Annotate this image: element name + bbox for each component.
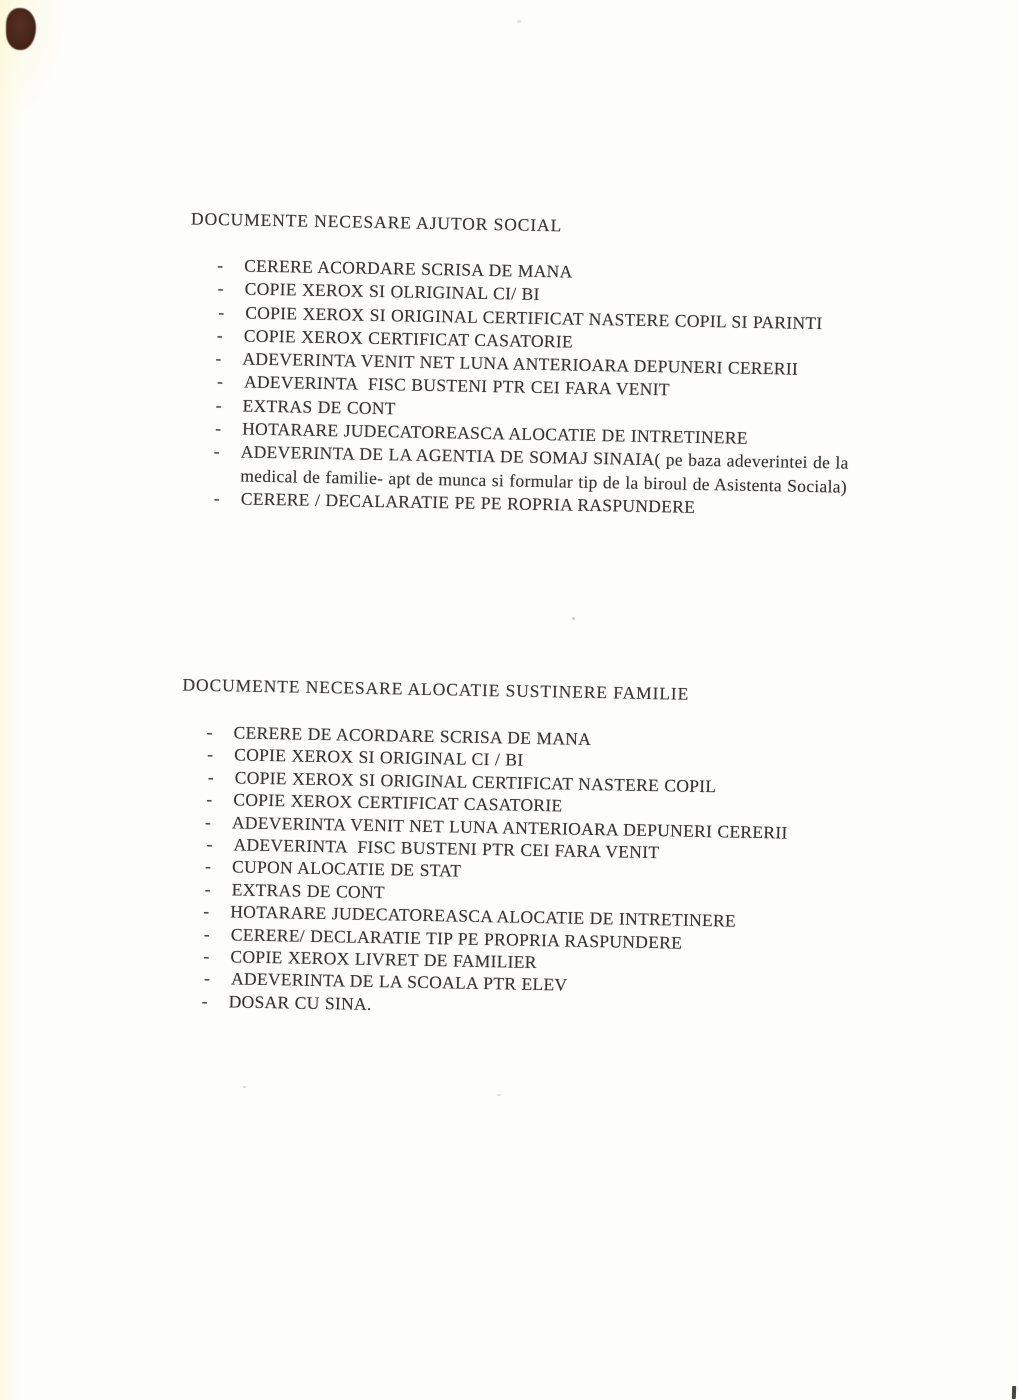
item-text: CUPON ALOCATIE DE STAT	[231, 856, 462, 882]
item-text: ADEVERINTA FISC BUSTENI PTR CEI FARA VENIT	[243, 372, 670, 400]
section-alocatie-sustinere-familie	[176, 673, 907, 1025]
item-text: COPIE XEROX SI ORIGINAL CERTIFICAT NASTERE COPIL SI PARINTI	[245, 302, 823, 333]
section-title: DOCUMENTE NECESARE AJUTOR SOCIAL	[190, 208, 563, 236]
bullet-dash: -	[215, 348, 222, 369]
item-text: HOTARARE JUDECATOREASCA ALOCATIE DE INTRETINERE	[242, 418, 749, 448]
section-ajutor-social	[186, 208, 918, 524]
bullet-dash: -	[213, 487, 221, 509]
bullet-dash: -	[203, 923, 211, 944]
document-list	[176, 720, 906, 1025]
item-text: CERERE ACORDARE SCRISA DE MANA	[243, 255, 573, 282]
document-list	[186, 254, 918, 524]
item-text: EXTRAS DE CONT	[231, 879, 386, 903]
bullet-dash: -	[204, 878, 212, 899]
item-text: COPIE XEROX CERTIFICAT CASATORIE	[243, 325, 574, 352]
item-text: EXTRAS DE CONT	[242, 395, 396, 419]
bullet-dash: -	[204, 811, 212, 832]
section-title: DOCUMENTE NECESARE ALOCATIE SUSTINERE FAMILIE	[182, 674, 690, 704]
bullet-dash: -	[217, 278, 225, 299]
item-text: COPIE XEROX LIVRET DE FAMILIER	[230, 946, 537, 973]
bullet-dash: -	[207, 766, 215, 787]
bullet-dash: -	[206, 833, 213, 855]
bullet-dash: -	[203, 968, 211, 989]
scan-edge-mark-artifact	[1012, 1386, 1016, 1399]
item-text: ADEVERINTA VENIT NET LUNA ANTERIOARA DEPUNERI CERERII	[242, 348, 799, 379]
item-text: CERERE / DECALARATIE PE PE ROPRIA RASPUNDERE	[240, 488, 696, 517]
bullet-dash: -	[216, 255, 224, 276]
bullet-dash: -	[206, 721, 213, 743]
item-text: HOTARARE JUDECATOREASCA ALOCATIE DE INTRETINERE	[230, 901, 737, 931]
bullet-dash: -	[215, 394, 222, 415]
item-text: ADEVERINTA FISC BUSTENI PTR CEI FARA VENIT	[233, 834, 660, 863]
item-text: ADEVERINTA DE LA SCOALA PTR ELEV	[230, 968, 568, 996]
bullet-dash: -	[215, 418, 222, 439]
bullet-dash: -	[204, 856, 212, 877]
bullet-dash: -	[206, 789, 213, 810]
item-text: CERERE DE ACORDARE SCRISA DE MANA	[233, 722, 592, 749]
bullet-dash: -	[207, 744, 214, 765]
bullet-dash: -	[213, 441, 221, 462]
bullet-dash: -	[203, 945, 210, 967]
item-text: CERERE/ DECLARATIE TIP PE PROPRIA RASPUNDERE	[230, 924, 683, 953]
item-text: COPIE XEROX SI ORIGINAL CI / BI	[234, 744, 524, 771]
item-text: COPIE XEROX SI ORIGINAL CERTIFICAT NASTERE COPIL	[234, 767, 717, 797]
item-text: DOSAR CU SINA.	[228, 991, 372, 1014]
bullet-dash: -	[201, 990, 209, 1011]
item-text: ADEVERINTA VENIT NET LUNA ANTERIOARA DEPUNERI CERERII	[231, 812, 788, 843]
scan-stain-artifact	[6, 8, 36, 50]
bullet-dash: -	[203, 901, 210, 922]
bullet-dash: -	[216, 324, 224, 346]
bullet-dash: -	[216, 371, 224, 392]
bullet-dash: -	[218, 301, 225, 322]
item-text: COPIE XEROX CERTIFICAT CASATORIE	[233, 789, 563, 816]
item-text: COPIE XEROX SI OLRIGINAL CI/ BI	[244, 278, 540, 305]
item-text: ADEVERINTA DE LA AGENTIA DE SOMAJ SINAIA( pe baza adeverintei de la medical de familie- apt de munca si formular tip de la biroul de Asistenta Sociala)	[240, 441, 855, 497]
